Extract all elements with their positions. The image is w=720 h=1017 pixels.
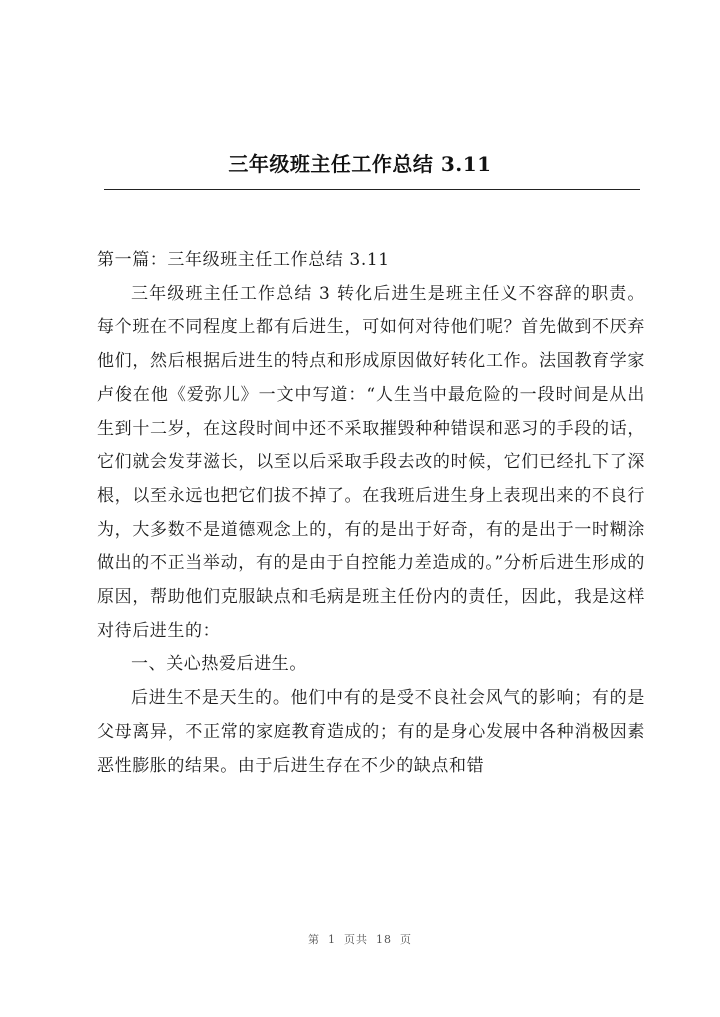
document-body: [97, 244, 645, 783]
body-paragraph-1: 三年级班主任工作总结 3 转化后进生是班主任义不容辞的职责。每个班在不同程度上都有后进生，可如何对待他们呢？首先做到不厌弃他们，然后根据后进生的特点和形成原因做好转化工作。法国教育学家卢俊在他《爱弥儿》一文中写道：“人生当中最危险的一段时间是从出生到十二岁，在这段时间中还不采取摧毁种种错误和恶习的手段的话，它们就会发芽滋长，以至以后采取手段去改的时候，它们已经扎下了深根，以至永远也把它们拔不掉了。在我班后进生身上表现出来的不良行为，大多数不是道德观念上的，有的是出于好奇，有的是出于一时糊涂做出的不正当举动，有的是由于自控能力差造成的。”分析后进生形成的原因，帮助他们克服缺点和毛病是班主任份内的责任，因此，我是这样对待后进生的：: [97, 283, 645, 641]
page-number-footer: [0, 931, 720, 947]
section-heading: 第一篇：三年级班主任工作总结 3.11: [97, 250, 390, 270]
title-divider: [104, 189, 640, 190]
body-paragraph-2: 后进生不是天生的。他们中有的是受不良社会风气的影响；有的是父母离异，不正常的家庭教育造成的；有的是身心发展中各种消极因素恶性膨胀的结果。由于后进生存在不少的缺点和错: [97, 688, 645, 776]
footer-total-pages: 18: [376, 933, 392, 946]
footer-suffix: 页: [400, 933, 412, 946]
subheading-care-for-students: 一、关心热爱后进生。: [131, 654, 307, 675]
footer-current-page: 1: [328, 933, 336, 946]
document-title: 三年级班主任工作总结 3.11: [228, 152, 492, 176]
footer-prefix: 第: [308, 933, 320, 946]
footer-middle: 页共: [344, 933, 368, 946]
